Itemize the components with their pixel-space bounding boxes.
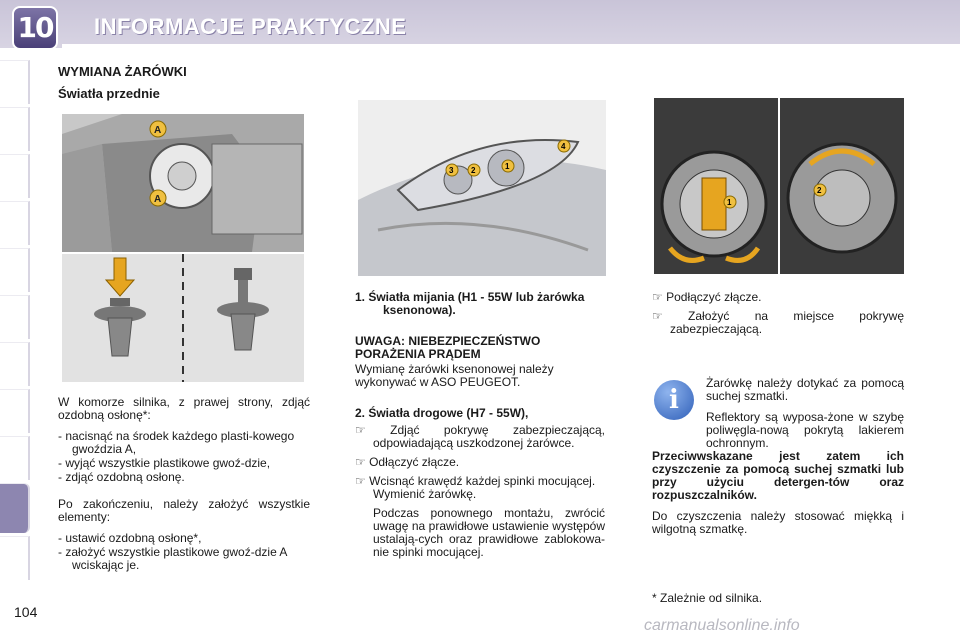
bulb-number-label: 1 [727, 198, 732, 207]
bulb-number-label: 2 [817, 186, 822, 195]
chapter-tab[interactable] [0, 536, 30, 580]
intro-text: W komorze silnika, z prawej strony, zdjąć ozdobną osłonę*: [58, 395, 310, 422]
outro-text: Po zakończeniu, należy założyć wszystkie elementy: [58, 497, 310, 524]
chapter-tab[interactable] [0, 342, 30, 386]
list-item: - nacisnąć na środek każdego plasti-kowego gwoździa A, [58, 429, 295, 456]
header-divider [62, 44, 960, 48]
list-item: ☞ Podłączyć złącze. [652, 290, 762, 304]
section-title: WYMIANA ŻARÓWKI [58, 64, 187, 79]
info-text: Żarówkę należy dotykać za pomocą suchej szmatki. [706, 376, 904, 403]
bulb-number-label: 3 [449, 166, 454, 175]
chapter-tab[interactable] [0, 107, 30, 151]
page-title: INFORMACJE PRAKTYCZNE [94, 14, 407, 39]
list-item: ☞ Zdjąć pokrywę zabezpieczającą, odpowiadającą uszkodzonej żarówce. [355, 423, 605, 450]
bulb-number-label: 2 [471, 166, 476, 175]
bulb-number-label: 4 [561, 142, 566, 151]
bulb-number-label: 1 [505, 162, 510, 171]
plastic-pin-illustration [62, 254, 304, 382]
chapter-tabs [0, 60, 32, 583]
list-item: ☞ Założyć na miejsce pokrywę zabezpieczającą. [652, 309, 904, 336]
info-icon: i [654, 380, 694, 420]
chapter-tab[interactable] [0, 436, 30, 480]
watermark: carmanualsonline.info [644, 617, 800, 634]
warning-text: Wymianę żarówki ksenonowej należy wykonywać w ASO PEUGEOT. [355, 362, 554, 389]
engine-compartment-illustration [62, 114, 304, 252]
subsection-title: Światła przednie [58, 86, 160, 101]
list-item: ☞ Wcisnąć krawędź każdej spinki mocującej. Wymienić żarówkę. [355, 474, 596, 501]
chapter-tab[interactable] [0, 295, 30, 339]
item-high-beam: 2. Światła drogowe (H7 - 55W), [355, 406, 529, 420]
chapter-tab[interactable] [0, 389, 30, 433]
item-low-beam: 1. Światła mijania (H1 - 55W lub żarówka ksenonowa). [355, 290, 585, 317]
bulb-cover-illustration [654, 98, 778, 274]
chapter-tab[interactable] [0, 201, 30, 245]
list-item: - ustawić ozdobną osłonę*, [58, 531, 202, 545]
info-text: Reflektory są wyposa-żone w szybę poliwęgla-nową pokrytą lakierem ochronnym. [706, 410, 904, 450]
page-number: 104 [14, 604, 38, 620]
list-item: ☞ Odłączyć złącze. [355, 455, 460, 469]
info-warning: Przeciwwskazane jest zatem ich czyszczenie za pomocą suchej szmatki lub przy użyciu detergen-tów oraz rozpuszczalników. [652, 449, 904, 502]
headlight-illustration [358, 100, 606, 276]
info-text: Do czyszczenia należy stosować miękką i wilgotną szmatkę. [652, 509, 904, 536]
list-item: - założyć wszystkie plastikowe gwoź-dzie A wciskając je. [58, 545, 287, 572]
chapter-tab[interactable] [0, 154, 30, 198]
pin-label-a: A [154, 125, 162, 136]
footnote: * Zależnie od silnika. [652, 591, 763, 605]
bulb-cap-illustration [780, 98, 904, 274]
list-item: - zdjąć ozdobną osłonę. [58, 470, 185, 484]
chapter-tab[interactable] [0, 60, 30, 104]
chapter-tab[interactable] [0, 248, 30, 292]
pin-label-a: A [154, 194, 162, 205]
list-item: - wyjąć wszystkie plastikowe gwoź-dzie, [58, 456, 271, 470]
warning-title: UWAGA: NIEBEZPIECZEŃSTWO PORAŻENIA PRĄDEM [355, 334, 541, 361]
reassembly-note: Podczas ponownego montażu, zwrócić uwagę na prawidłowe ustawienie występów ustalają-cych oraz prawidłowe zablokowa-nie spinki mocującej. [373, 506, 605, 559]
chapter-badge: 10 [12, 6, 58, 50]
chapter-tab-active[interactable] [0, 483, 30, 533]
